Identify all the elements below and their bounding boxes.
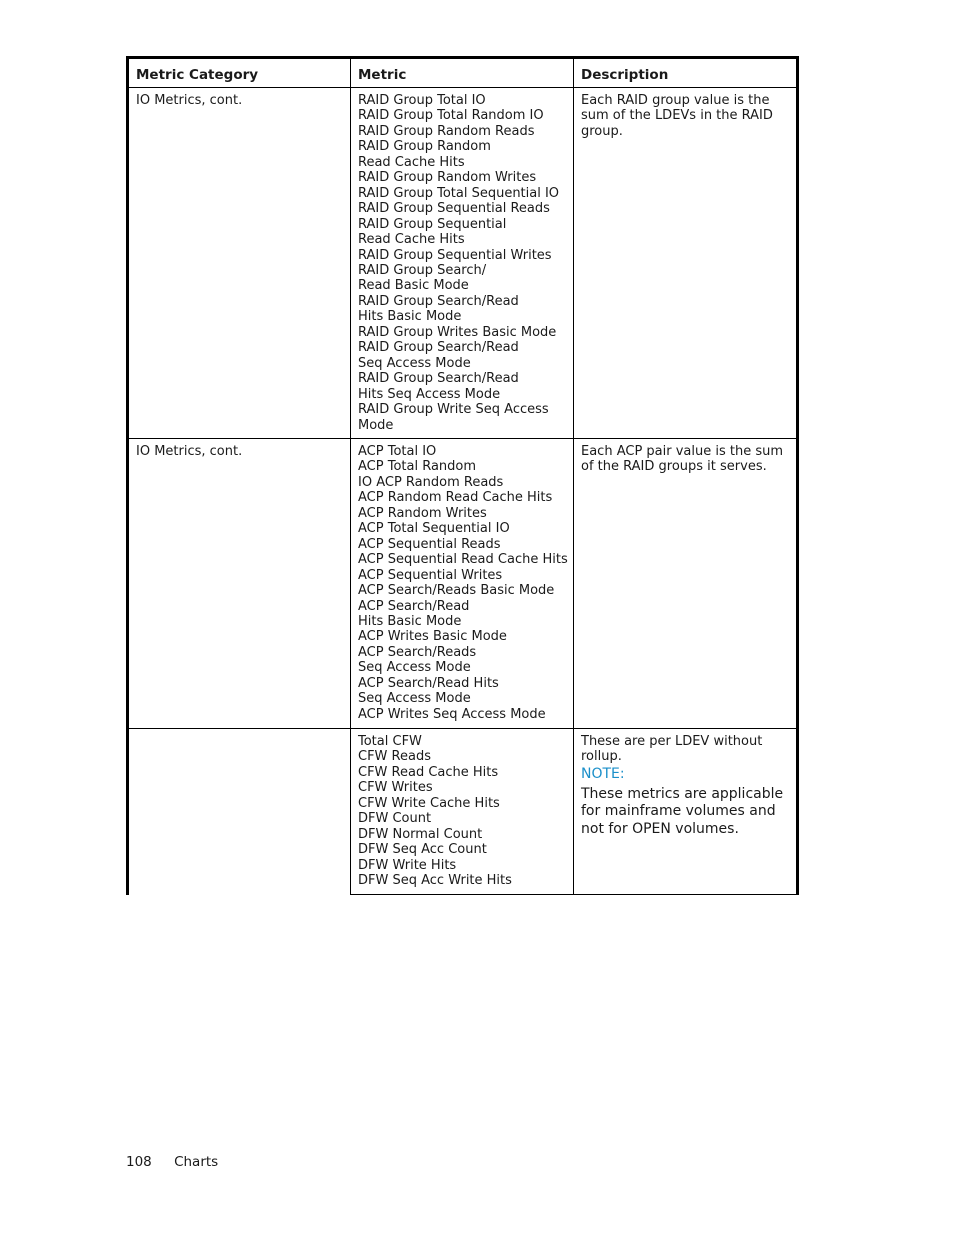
metric-item: DFW Write Hits	[358, 857, 457, 873]
metric-item: RAID Group Random Writes	[358, 170, 537, 186]
metric-item: Read Basic Mode	[358, 278, 469, 294]
metric-item: Hits Seq Access Mode	[358, 386, 501, 402]
metric-item: IO ACP Random Reads	[358, 474, 504, 490]
metric-item: RAID Group Search/Read	[358, 371, 519, 387]
metrics-cell	[351, 439, 574, 729]
category-cell: IO Metrics, cont.	[128, 88, 351, 439]
metric-item: RAID Group Total Random IO	[358, 108, 544, 124]
metric-item: ACP Writes Seq Access Mode	[358, 706, 546, 722]
metric-item: ACP Search/Reads Basic Mode	[358, 583, 555, 599]
metric-item: ACP Random Read Cache Hits	[358, 490, 553, 506]
metric-item: RAID Group Write Seq Access	[358, 402, 549, 418]
page-footer	[126, 1153, 218, 1171]
metrics-cell	[351, 729, 574, 895]
metric-item: RAID Group Search/	[358, 262, 487, 278]
metric-item: DFW Seq Acc Write Hits	[358, 873, 512, 889]
metric-item: RAID Group Search/Read	[358, 293, 519, 309]
metric-item: ACP Total Random	[358, 459, 477, 475]
metric-item: RAID Group Writes Basic Mode	[358, 324, 557, 340]
header-metric: Metric	[351, 58, 574, 88]
metric-item: Seq Access Mode	[358, 355, 471, 371]
metric-item: Hits Basic Mode	[358, 309, 462, 325]
metric-item: Read Cache Hits	[358, 154, 465, 170]
metric-item: DFW Normal Count	[358, 826, 483, 842]
metric-item: ACP Search/Reads	[358, 644, 477, 660]
description-text: Each RAID group value is the sum of the LDEVs in the RAID group.	[581, 93, 773, 139]
description-cell	[574, 439, 798, 729]
metric-item: CFW Reads	[358, 749, 431, 765]
table-row	[128, 439, 798, 729]
metrics-cell	[351, 88, 574, 439]
metric-item: RAID Group Sequential Writes	[358, 247, 552, 263]
metric-item: ACP Search/Read	[358, 598, 470, 614]
metric-item: ACP Total IO	[358, 444, 437, 459]
description-cell	[574, 88, 798, 439]
table-header-row	[128, 58, 798, 88]
metric-item: Read Cache Hits	[358, 232, 465, 248]
metric-item: RAID Group Total Sequential IO	[358, 185, 560, 201]
metric-item: Seq Access Mode	[358, 691, 471, 707]
metric-item: Total CFW	[358, 734, 422, 749]
metric-item: ACP Sequential Read Cache Hits	[358, 552, 568, 568]
page-number: 108	[126, 1154, 152, 1170]
metric-item: CFW Read Cache Hits	[358, 764, 499, 780]
header-description: Description	[574, 58, 798, 88]
metric-item: Mode	[358, 417, 394, 433]
metric-item: RAID Group Total IO	[358, 93, 486, 108]
table-row	[128, 88, 798, 439]
metric-item: Seq Access Mode	[358, 660, 471, 676]
metric-item: DFW Seq Acc Count	[358, 842, 487, 858]
metric-item: ACP Search/Read Hits	[358, 675, 499, 691]
category-cell	[128, 729, 351, 895]
metric-item: RAID Group Sequential	[358, 216, 507, 232]
metric-item: DFW Count	[358, 811, 432, 827]
metrics-table	[126, 56, 799, 895]
description-text: Each ACP pair value is the sum of the RAID groups it serves.	[581, 444, 784, 475]
metric-item: RAID Group Search/Read	[358, 340, 519, 356]
metric-item: CFW Write Cache Hits	[358, 795, 500, 811]
table-row	[128, 729, 798, 895]
metric-item: RAID Group Random	[358, 139, 491, 155]
note-label: NOTE:	[581, 765, 625, 782]
metric-item: ACP Random Writes	[358, 505, 487, 521]
note-text: These metrics are applicable for mainframe volumes and not for OPEN volumes.	[581, 785, 784, 837]
metric-item: CFW Writes	[358, 780, 433, 796]
metric-item: RAID Group Random Reads	[358, 123, 535, 139]
description-text: These are per LDEV without rollup.	[581, 734, 763, 765]
category-cell: IO Metrics, cont.	[128, 439, 351, 729]
metric-item: ACP Sequential Writes	[358, 567, 503, 583]
section-name: Charts	[174, 1154, 219, 1170]
metric-item: ACP Sequential Reads	[358, 536, 501, 552]
metric-item: RAID Group Sequential Reads	[358, 201, 550, 217]
metric-item: ACP Writes Basic Mode	[358, 629, 507, 645]
metric-item: ACP Total Sequential IO	[358, 521, 510, 537]
header-metric-category: Metric Category	[128, 58, 351, 88]
description-cell	[574, 729, 798, 895]
metric-item: Hits Basic Mode	[358, 613, 462, 629]
